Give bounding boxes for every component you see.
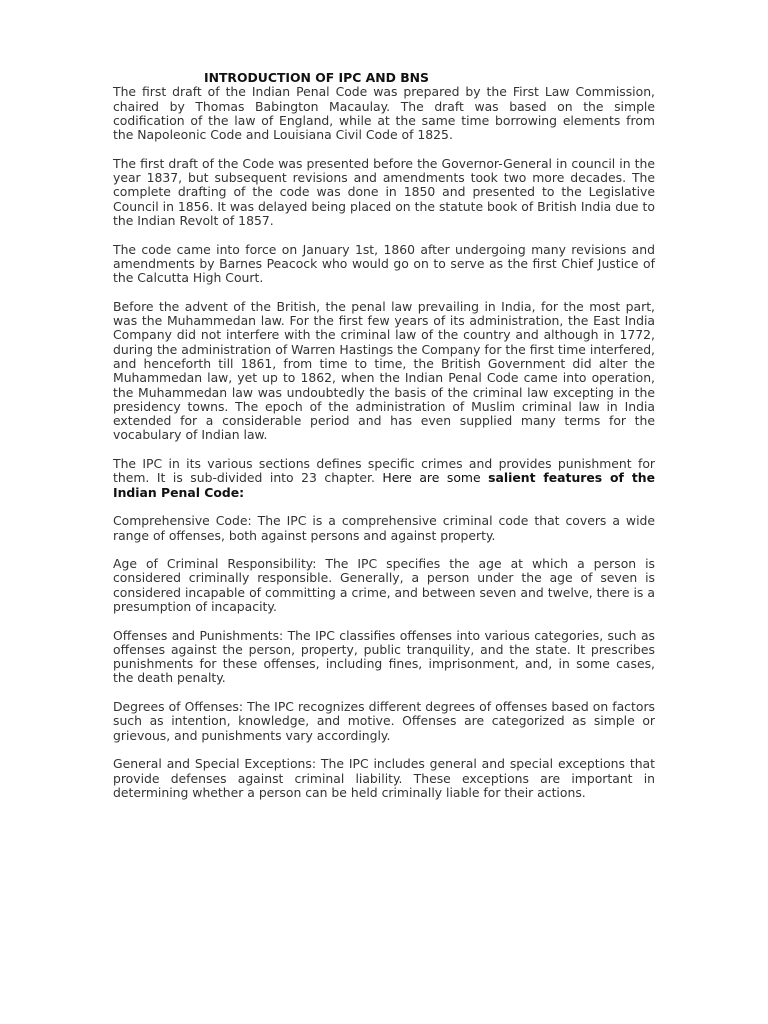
paragraph-presentation: The first draft of the Code was presented before the Governor-General in council in the year 1837, but subsequent revisions and amendments took two more decades. The complete drafting of the code was done in 1850 and presented to the Legislative Council in 1856. It was delayed being placed on the statute book of British India due to the Indian Revolt of 1857. <box>113 155 655 228</box>
feature-age-responsibility: Age of Criminal Responsibility: The IPC specifies the age at which a person is considered criminally responsible. Generally, a person under the age of seven is considered incapable of committing a crime, and between seven and twelve, there is a presumption of incapacity. <box>113 556 655 614</box>
feature-degrees-offenses: Degrees of Offenses: The IPC recognizes different degrees of offenses based on factors such as intention, knowledge, and motive. Offenses are categorized as simple or grievous, and punishments vary accordingly. <box>113 699 655 743</box>
feature-exceptions: General and Special Exceptions: The IPC includes general and special exceptions that provide defenses against criminal liability. These exceptions are important in determining whether a person can be held criminally liable for their actions. <box>113 756 655 800</box>
feature-comprehensive-code: Comprehensive Code: The IPC is a comprehensive criminal code that covers a wide range of offenses, both against persons and against property. <box>113 513 655 543</box>
sections-lead-in: Here are some <box>382 470 481 486</box>
feature-offenses-punishments: Offenses and Punishments: The IPC classifies offenses into various categories, such as offenses against the person, property, public tranquility, and the state. It prescribes punishments for these offenses, including fines, imprisonment, and, in some cases, the death penalty. <box>113 627 655 686</box>
paragraph-history: Before the advent of the British, the penal law prevailing in India, for the most part, was the Muhammedan law. For the first few years of its administration, the East India Company did not interfere with the criminal law of the country and although in 1772, during the administration of Warren Hastings the Company for the first time interfered, and henceforth till 1861, from time to time, the British Government did alter the Muhammedan law, yet up to 1862, when the Indian Penal Code came into operation, the Muhammedan law was undoubtedly the basis of the criminal law excepting in the presidency towns. The epoch of the administration of Muslim criminal law in India extended for a considerable period and has even supplied many terms for the vocabulary of Indian law. <box>113 298 655 443</box>
paragraph-sections-intro <box>113 457 655 500</box>
paragraph-into-force: The code came into force on January 1st, 1860 after undergoing many revisions and amendments by Barnes Peacock who would go on to serve as the first Chief Justice of the Calcutta High Court. <box>113 241 655 286</box>
document-page <box>113 71 655 814</box>
sections-intro-text: The IPC in its various sections defines specific crimes and provides punishment for them. It is sub-divided into 23 chapter. <box>113 456 655 486</box>
salient-features-heading: salient features of the Indian Penal Code: <box>113 470 655 500</box>
document-title: INTRODUCTION OF IPC AND BNS <box>204 70 429 85</box>
paragraph-first-draft: The first draft of the Indian Penal Code was prepared by the First Law Commission, chaired by Thomas Babington Macaulay. The draft was based on the simple codification of the law of England, while at the same time borrowing elements from the Napoleonic Code and Louisiana Civil Code of 1825. <box>113 84 655 143</box>
